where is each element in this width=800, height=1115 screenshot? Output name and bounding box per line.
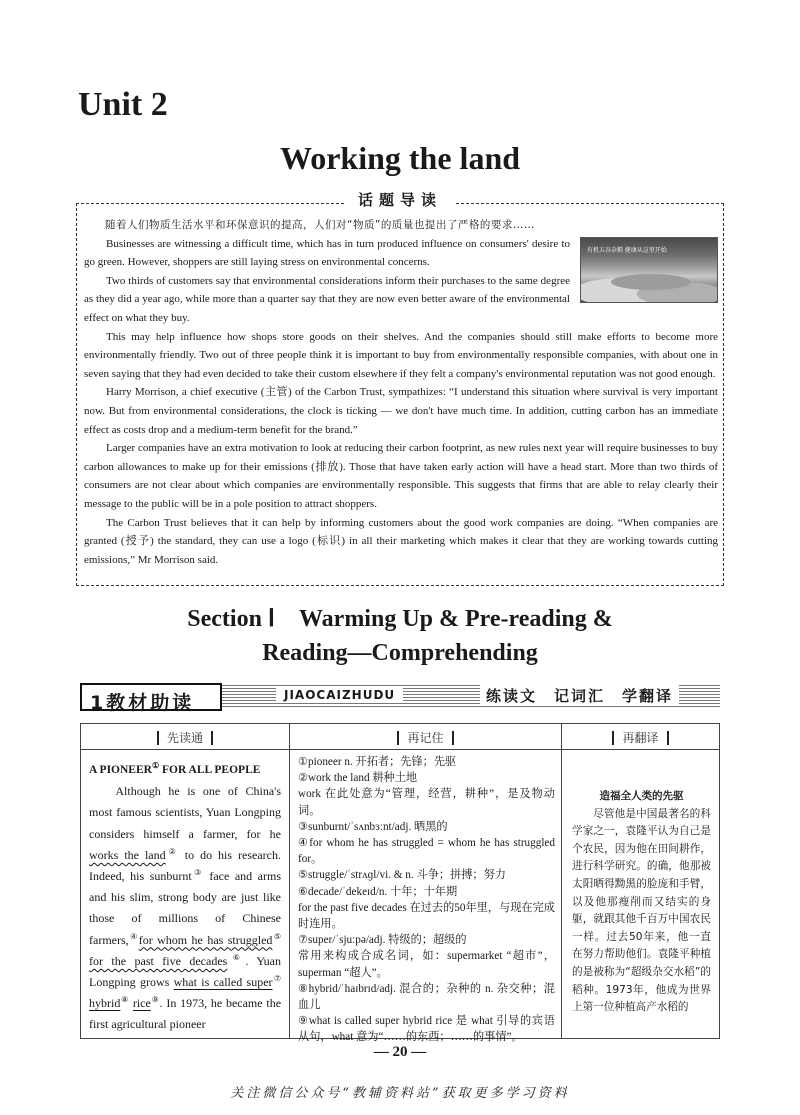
passage-text: Although he is one of China's most famous scientists, Yuan Longping considers himself a farmer, for he — [89, 784, 281, 841]
footnote-marker: ⑨ — [150, 995, 160, 1005]
vocab-note: ⑦super/ˈsjuːpə/adj. 特级的；超级的 — [298, 934, 467, 947]
banner-main-label: 1教材助读 — [90, 692, 195, 714]
topic-paragraph: Harry Morrison, a chief executive (主管) of the Carbon Trust, sympathizes: “I understand this situation where survival is very important now. But from environmental considerations, the clock is ticking — we don't have much time. In addition, cutting carbon has an immediate effect as costs drop and a medium-term benefit for the brand.” — [84, 386, 718, 436]
memorize-header-label: 再记住 — [397, 731, 453, 745]
passage-title-rest: FOR ALL PEOPLE — [159, 764, 261, 776]
footnote-marker: ⑥ — [227, 952, 246, 962]
key-phrase: what is called super — [173, 975, 273, 990]
topic-paragraph: Businesses are witnessing a difficult time, which has in turn produced influence on consumers' desire to go green. However, shoppers are still laying stress on environmental concerns. — [84, 237, 570, 269]
read-first-header-label: 先读通 — [157, 731, 213, 745]
key-phrase: hybrid — [89, 996, 121, 1011]
vocab-note: ①pioneer n. 开拓者；先锋；先驱 — [298, 756, 457, 768]
passage-title — [89, 760, 281, 781]
footnote-marker: ⑧ — [120, 995, 130, 1005]
vocab-note: ⑤struggle/ˈstrʌɡl/vi. & n. 斗争；拼搏；努力 — [298, 869, 506, 882]
banner-label-box — [80, 683, 222, 714]
topic-paragraph: This may help influence how shops store goods on their shelves. And the companies should still make efforts to become more environmentally friendly. Two out of three people think it is important to buy from environmentally responsible companies, with about one in seven saying that they had even decided to take their custom elsewhere if they felt a company's environmental reputation was not good enough. — [84, 330, 718, 380]
grain-photo — [580, 237, 718, 303]
vocab-note: ⑨what is called super hybrid rice 是 what 引导的宾语从句，what 意为“……的东西；……的事情”。 — [298, 1015, 555, 1044]
key-phrase: rice — [132, 996, 151, 1011]
banner-tags: 练读文 记词汇 学翻译 — [480, 685, 679, 706]
footnote-marker: ② — [165, 846, 179, 856]
grain-photo-caption: 有机五谷杂粮 健康从这里开始 — [587, 246, 667, 254]
memorize-header — [290, 724, 561, 750]
passage-text: face and arms and his slim, strong body are just like those of millions of Chinese farmers, — [89, 869, 281, 947]
topic-paragraph: Two thirds of customers say that environmental considerations inform their purchases to the same degree as they did a year ago, while more than a quarter say that they are now even better aware of the environmental effect on what they buy. — [84, 274, 570, 324]
footnote-marker: ① — [151, 761, 160, 771]
topic-header — [0, 189, 800, 210]
memorize-column — [290, 724, 562, 1044]
passage-paragraph — [89, 781, 281, 1035]
unit-title: Unit 2 — [78, 86, 168, 123]
vocab-note: ⑧hybrid/ˈhaɪbrɪd/adj. 混合的；杂种的 n. 杂交种；混血儿 — [298, 982, 555, 1012]
translate-header — [562, 724, 719, 750]
read-first-column — [81, 724, 290, 1038]
key-phrase: works the land — [89, 847, 166, 862]
lesson-title: Working the land — [279, 140, 521, 176]
passage-title-text: A PIONEER — [89, 764, 152, 776]
key-phrase: for whom he has struggled — [138, 932, 273, 947]
passage-text: to do his research. Indeed, his sunburnt — [89, 847, 281, 884]
page-number: — 20 — — [373, 1044, 427, 1060]
key-phrase: for the past five decades — [89, 953, 228, 968]
vocab-note: 常用来构成合成名词，如：supermarket “超市”，superman “超人”。 — [298, 950, 555, 979]
footnote-marker: ④ — [128, 931, 139, 941]
passage-text: . In 1973, he became the first agricultural pioneer — [89, 996, 282, 1032]
study-table — [80, 723, 720, 1044]
translation-title: 造福全人类的先驱 — [599, 790, 684, 802]
vocab-note: ④for whom he has struggled = whom he has struggled for。 — [298, 837, 555, 866]
reading-passage — [81, 750, 289, 1036]
translate-header-label: 再翻译 — [612, 731, 668, 745]
topic-paragraph: Larger companies have an extra motivation to look at reducing their carbon footprint, as new rules next year will require businesses to buy carbon allowances to make up for their emissions (排放). Those that have taken early action will have a head start. More than two thirds of consumers are not clear about which companies are environmentally responsible. This suggests that firms that are able to relay clearly their message to the public will be in a pole position to attract shoppers. — [84, 442, 718, 510]
grain-pile-3 — [611, 274, 691, 290]
banner-pinyin: JIAOCAIZHUDU — [276, 688, 403, 702]
footnote-marker: ③ — [191, 868, 204, 878]
vocab-note: ⑥decade/ˈdekeɪd/n. 十年；十年期 — [298, 885, 458, 898]
topic-intro: 随着人们物质生活水平和环保意识的提高，人们对“物质”的质量也提出了严格的要求…… — [105, 219, 535, 231]
vocab-note: ③sunburnt/ˈsʌnbɜːnt/adj. 晒黑的 — [298, 820, 448, 833]
vocabulary-notes — [290, 750, 561, 1046]
footnote-marker: ⑤ — [272, 931, 282, 941]
textbook-guide-banner — [80, 683, 720, 713]
topic-paragraph: The Carbon Trust believes that it can help by informing customers about the good work companies are doing. “When companies are granted (授予) the standard, they can use a logo (标识) in all their marketing which makes it clear that they are working towards cutting emissions,” Mr Morrison said. — [84, 516, 718, 566]
vocab-note: work 在此处意为“管理，经营，耕种”，是及物动词。 — [298, 788, 555, 817]
topic-header-label: 话题导读 — [344, 191, 456, 209]
translate-column — [562, 724, 719, 1038]
section-title: Section Ⅰ Warming Up & Pre-reading & — [187, 606, 613, 632]
footer-note: 关注微信公众号“教辅资料站”获取更多学习资料 — [230, 1086, 570, 1101]
topic-text — [84, 216, 718, 569]
translation-paragraph: 尽管他是中国最著名的科学家之一，袁隆平认为自己是个农民，因为他在田间耕作，进行科学研究。的确，他那被太阳晒得黝黑的脸庞和手臂，以及他那瘦削而又结实的身躯，就跟其他千百万中国农民一样。过去50年来，他一直在努力帮助他们。袁隆平种植的是被称为“超级杂交水稻”的稻种。1973年，他成为世界上第一位种植高产水稻的 — [572, 807, 711, 1014]
read-first-header — [81, 724, 289, 750]
vocab-note: for the past five decades 在过去的50年里，与现在完成时连用。 — [298, 901, 555, 931]
footnote-marker: ⑦ — [272, 974, 282, 984]
translation-text — [562, 750, 719, 1017]
vocab-note: ②work the land 耕种土地 — [298, 772, 418, 785]
section-subtitle: Reading—Comprehending — [262, 640, 538, 666]
passage-text: . Yuan Longping grows — [89, 953, 282, 990]
